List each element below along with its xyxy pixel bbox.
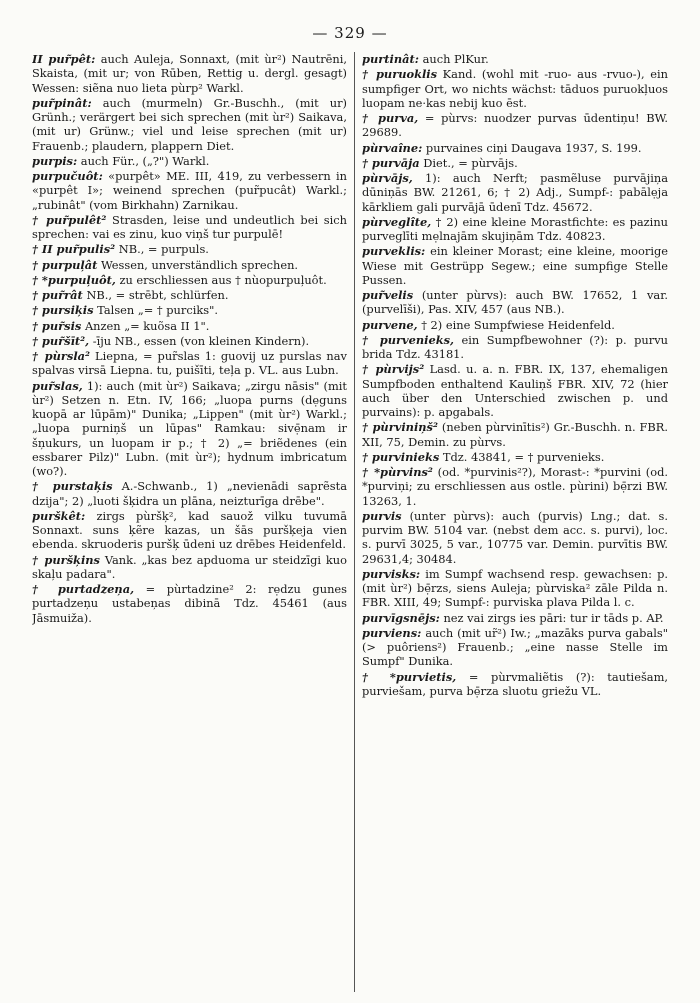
entry-headword: † *purpuļuôt,	[32, 272, 116, 287]
dictionary-entry	[32, 258, 347, 272]
entry-headword: † II pur̃pulis²	[32, 242, 116, 257]
dictionary-entry	[362, 215, 668, 244]
entry-headword: † pur̃pulêt²	[32, 212, 107, 227]
entry-text: Talsen „= † purciks".	[97, 303, 218, 318]
entry-headword: pùrvājs,	[361, 171, 413, 185]
entry-text: auch PlKur.	[422, 52, 489, 66]
entry-text: 1): auch (mit ùr²) Saikava; „zirgu nāsis" (mit ùr²) Setzen n. Etn. IV, 166; „luopa purns (dẹguns kuopā ar lūpām)" Dunika; „Lippen" (mit ùr²) Warkl.; „luopa purniņš un lūpas" Ramkau: sivẹ̄nam ir šņukurs, un luopam ir p.; † 2) „= briẽdenes (ein essbarer Pilz)" Lubn. (mit ùr²); hydnum imbricatum (wo?).	[32, 378, 347, 478]
entry-headword: pùrvaîne:	[361, 140, 423, 155]
dictionary-entry	[362, 141, 668, 155]
entry-text: ein kleiner Morast; eine kleine, moorige Wiese mit Gestrüpp Segew.; eine sumpfige Stelle Pussen.	[361, 244, 668, 287]
entry-headword: † pursiķis	[32, 303, 94, 318]
dictionary-entry	[362, 52, 668, 66]
dictionary-entry	[362, 611, 668, 625]
entry-headword: purvis	[361, 508, 402, 523]
entry-text: Strasden, leise und undeutlich bei sich sprechen: vai es zinu, kuo viņš tur purpulē!	[32, 212, 347, 241]
dictionary-entry	[32, 169, 347, 212]
entry-headword: purvīgsnējs:	[361, 610, 440, 625]
entry-headword: † purva,	[361, 111, 419, 125]
entry-headword: pur̃velis	[361, 288, 414, 302]
entry-text: Diet., = pùrvājs.	[423, 155, 518, 170]
entry-headword: † purvinieks	[361, 449, 440, 464]
entry-text: Wessen, unverständlich sprechen.	[101, 257, 299, 272]
entry-headword: † pur̃sis	[32, 318, 82, 333]
entry-headword: II pur̃pêt:	[32, 52, 96, 66]
dictionary-entry	[32, 582, 347, 625]
dictionary-entry	[362, 450, 668, 464]
dictionary-entry	[362, 156, 668, 170]
entry-text: Kand. (wohl mit -ruo- aus -rvuo-), ein sumpfiger Ort, wo nichts wächst: tāduos puruokļuos luopam ne·kas nebij kuo ēst.	[361, 67, 668, 110]
dictionary-entry	[32, 52, 347, 95]
dictionary-entry	[32, 273, 347, 287]
entry-text: (unter pùrvs): auch BW. 17652, 1 var. (purvelīši), Pas. XIV, 457 (aus NB.).	[361, 288, 668, 317]
entry-headword: pùrveglîte,	[361, 214, 432, 229]
entry-text: NB., = strēbt, schlürfen.	[86, 288, 229, 302]
entry-text: purvaines ciņi Daugava 1937, S. 199.	[425, 140, 642, 155]
dictionary-entry	[362, 67, 668, 110]
entry-text: Tdz. 43841, = † purvenieks.	[442, 449, 605, 464]
dictionary-entry	[32, 349, 347, 378]
entry-text: (od. *purvinis²?), Morast-: *purvini (od. *purviņi; zu erschliessen aus ostle. pùrini) bẹ̄rzi BW. 13263, 1.	[361, 465, 668, 508]
entry-text: Liepna, = pur̃slas 1: guovij uz purslas nav spalvas virsā Liepna. tu, puišīti, teļa p. VL. aus Lubn.	[32, 349, 347, 378]
entry-headword: † purtadzeņa,	[32, 582, 135, 596]
dictionary-entry	[32, 154, 347, 168]
entry-text: auch Für., („?") Warkl.	[80, 153, 210, 168]
entry-headword: † pur̃šīt²,	[32, 333, 90, 348]
entry-text: ein Sumpfbewohner (?): p. purvu brida Tdz. 43181.	[361, 332, 668, 361]
entry-headword: † pùrviniņš²	[361, 420, 438, 435]
dictionary-entry	[32, 242, 347, 256]
entry-headword: † pùrvijs²	[361, 362, 425, 377]
entry-text: auch Auleja, Sonnaxt, (mit ùr²) Nautrēni, Skaista, (mit ur; von Rūben, Rettig u. dergl. gesagt) Wessen: siẽna nuo lieta pùrp² Warkl.	[32, 52, 347, 95]
entry-text: (unter pùrvs): auch (purvis) Lng.; dat. s. purvim BW. 5104 var. (nebst dem acc. s. purvi), loc. s. purvī 3025, 5 var., 10775 var. Demin. purvītis BW. 29631,4; 30484.	[361, 508, 668, 566]
entry-headword: † purstaķis	[32, 479, 113, 494]
entry-headword: pur̃slas,	[32, 378, 83, 393]
dictionary-entry	[362, 626, 668, 669]
entry-headword: purveklis:	[361, 244, 426, 259]
dictionary-entry	[362, 171, 668, 214]
dictionary-entry	[362, 509, 668, 566]
entry-text: (neben pùrvinītis²) Gr.-Buschh. n. FBR. XII, 75, Demin. zu pùrvs.	[361, 420, 668, 449]
entry-headword: purškêt:	[32, 508, 86, 523]
entry-headword: † purvāja	[361, 155, 420, 170]
entry-text: im Sumpf wachsend resp. gewachsen: p. (mit ùr²) bẹ̄rzs, siens Auleja; pùrviska² zāle Pilda n. FBR. XIII, 49; Sumpf-: purviska plava Pilda l. c.	[361, 566, 668, 610]
entry-text: -īju NB., essen (von kleinen Kindern).	[92, 333, 310, 348]
left-column	[32, 52, 354, 992]
entry-headword: pur̃pinât:	[32, 95, 92, 110]
dictionary-entry	[362, 420, 668, 449]
dictionary-entry	[32, 96, 347, 153]
dictionary-entry	[32, 509, 347, 552]
entry-headword: † purpuļât	[32, 257, 98, 272]
entry-text: = pùrvmaliẽtis (?): tautiešam, purviešam, purva bẹ̄rza sluotu griežu VL.	[361, 669, 668, 698]
entry-headword: † purvenieks,	[361, 332, 454, 347]
dictionary-entry	[362, 244, 668, 287]
entry-headword: purpis:	[32, 153, 78, 168]
dictionary-entry	[32, 213, 347, 242]
dictionary-entry	[32, 288, 347, 302]
right-column	[354, 52, 668, 992]
dictionary-entry	[32, 334, 347, 348]
entry-text: † 2) eine Sumpfwiese Heidenfeld.	[421, 317, 615, 332]
entry-headword: † puršķins	[32, 552, 100, 567]
dictionary-entry	[32, 553, 347, 582]
dictionary-entry	[362, 465, 668, 508]
entry-headword: † pùrsla²	[32, 349, 91, 363]
entry-text: zirgs pùršķ², kad sauož vilku tuvumā Sonnaxt. suns ķẽre kazas, un šās puršķeja vien ebenda. skruoderis puršķ ūdeni uz drēbes Heidenfeld.	[32, 508, 347, 552]
dictionary-columns	[32, 52, 668, 992]
entry-text: auch (mit ur̃²) Iw.; „mazāks purva gabals" (> puôriens²) Frauenb.; „eine nasse Stelle im Sumpf" Dunika.	[361, 625, 668, 669]
entry-text: nez vai zirgs ies pāri: tur ir tāds p. AP.	[443, 610, 664, 625]
dictionary-entry	[32, 319, 347, 333]
dictionary-entry	[362, 362, 668, 419]
dictionary-entry	[362, 318, 668, 332]
dictionary-entry	[362, 670, 668, 699]
dictionary-entry	[32, 379, 347, 479]
entry-text: Anzen „= kuõsa II 1".	[84, 318, 210, 333]
dictionary-entry	[362, 111, 668, 140]
entry-headword: purvisks:	[361, 566, 421, 581]
entry-headword: † puruoklis	[361, 67, 438, 82]
entry-text: = pùrvs: nuodzer purvas ūdentiņu! BW. 29689.	[361, 111, 668, 140]
entry-text: zu erschliessen aus † nùopurpuļuôt.	[119, 272, 327, 287]
entry-text: A.-Schwanb., 1) „nevienādi saprẽsta dzija"; 2) „luoti šķidra un plāna, neizturīga drēbe".	[32, 479, 347, 508]
dictionary-entry	[362, 288, 668, 317]
dictionary-entry	[362, 333, 668, 362]
entry-text: «purpêt» ME. III, 419, zu verbessern in «purpêt I»; weinend sprechen (pur̃pucât) Warkl.; „rubinât" (vom Birkhahn) Zarnikau.	[32, 169, 347, 212]
entry-headword: purvene,	[361, 317, 418, 332]
entry-headword: † *purvietis,	[361, 669, 457, 684]
entry-text: NB., = purpuls.	[118, 242, 209, 257]
entry-text: † 2) eine kleine Morastfichte: es pazinu purveglīti mẹlnajām skujiņām Tdz. 40823.	[361, 214, 668, 243]
dictionary-entry	[362, 567, 668, 610]
entry-text: Lasd. u. a. n. FBR. IX, 137, ehemaligen Sumpfboden enthaltend Kauliņš FBR. XIV, 72 (hier auch über den Unterschied zwischen p. und purvains): p. apgabals.	[361, 362, 668, 419]
entry-headword: purpučuôt:	[32, 169, 103, 183]
entry-headword: purtinât:	[361, 52, 419, 66]
entry-text: 1): auch Nerft; pasmẽluse purvājiņa dūniņās BW. 21261, 6; † 2) Adj., Sumpf-: pabālẹja kārkliem gali purvājā ūdenī Tdz. 45672.	[361, 171, 668, 214]
entry-text: Vank. „kas bez apduoma ur steidzīgi kuo skaļu padara".	[32, 552, 347, 581]
entry-text: auch (murmeln) Gr.-Buschh., (mit ur) Grünh.; verärgert bei sich sprechen (mit ùr²) Saikava, (mit ur) Grünw.; viel und leise sprechen (mit ur) Frauenb.; plaudern, plappern Diet.	[32, 95, 347, 153]
entry-headword: † pur̃rât	[32, 288, 83, 302]
entry-headword: purviens:	[361, 625, 422, 640]
dictionary-entry	[32, 479, 347, 508]
dictionary-entry	[32, 303, 347, 317]
entry-headword: † *pùrvins²	[361, 465, 433, 479]
entry-text: = pùrtadzine² 2: rẹdzu gunes purtadzeņu ustabeņas dibinā Tdz. 45461 (aus Jāsmuiža).	[32, 582, 347, 625]
page-number: — 329 —	[312, 24, 388, 42]
